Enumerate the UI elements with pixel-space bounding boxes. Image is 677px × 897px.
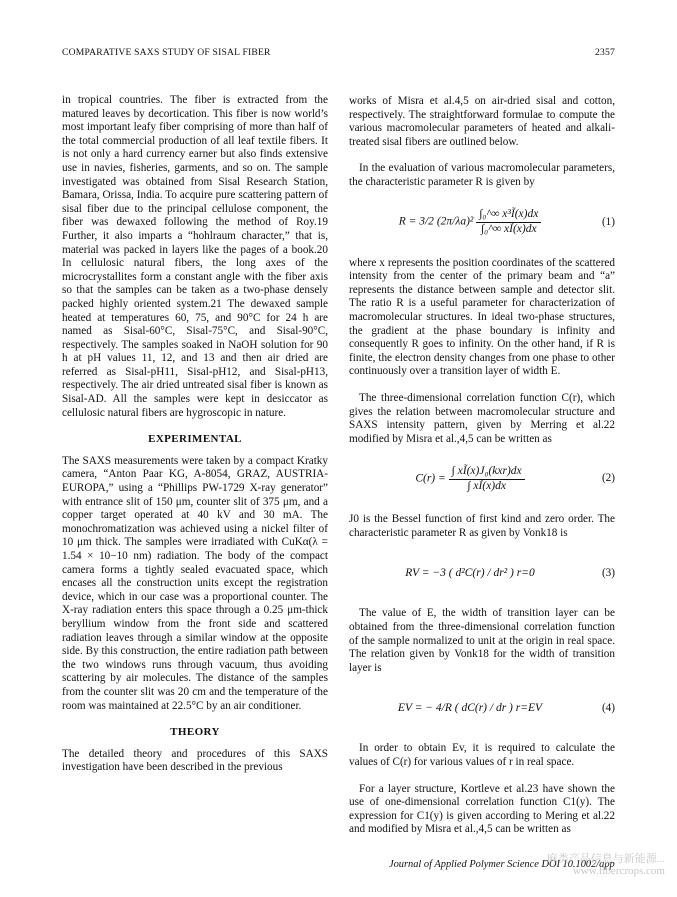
- paragraph-works: works of Misra et al.4,5 on air-dried sisal and cotton, respectively. The straightforward formulae to compute the various macromolecular parameters of heated and alkali-treated sisal fibers are outlined below.: [349, 95, 615, 148]
- eq3-number: (3): [601, 566, 615, 579]
- watermark-line-2: www.fibercrops.com: [572, 865, 665, 877]
- paragraph-where: where x represents the position coordinates of the scattered intensity from the center of the primary beam and “a” represents the distance between sample and detector slit. The ratio R is a useful parameter for characterization of macromolecular structures. In ideal two-phase structures, the gradient at the phase boundary is infinity and consequently R goes to infinity. On the other hand, if R is finite, the electron density changes from one phase to other continuously over a transition layer of width E.: [349, 256, 615, 378]
- watermark-line-1: 麻类产品信息与新能源...: [546, 853, 665, 865]
- paragraph-theory: The detailed theory and procedures of this SAXS investigation have been described in the previous: [62, 747, 328, 774]
- section-heading-theory: THEORY: [170, 726, 220, 739]
- eq2-number: (2): [601, 472, 615, 485]
- paragraph-evaluation: In the evaluation of various macromolecular parameters, the characteristic parameter R is given by: [349, 162, 615, 188]
- section-heading-experimental: EXPERIMENTAL: [148, 433, 242, 446]
- equation-3: [349, 553, 615, 593]
- paragraph-intro: in tropical countries. The fiber is extracted from the matured leaves by decortication. This fiber is now world’s most important leafy fiber comprising of more than half of the total commercial production of all leaf textile fibers. It is not only a hard currency earner but also finds extensive use in navies, fisheries, garments, and so on. The sample investigated was obtained from Sisal Research Station, Bamara, Orissa, India. To acquire pure scattering pattern of sisal fiber due to the principal cellulose component, the fiber was dewaxed following the method of Roy.19 Further, it also imparts a “hohlraum character,” that is, material was packed in layers like the pages of a book.20 In cellulosic natural fibers, the long axes of the microcrystallites form a constant angle with the fiber axis so that the samples can be taken as a two-phase densely packed highly oriented system.21 The dewaxed sample heated at temperatures 60, 75, and 90°C for 24 h are named as Sisal-60°C, Sisal-75°C, and Sisal-90°C, respectively. The samples soaked in NaOH solution for 90 h at pH values 11, 12, and 13 and then air dried are referred as Sisal-pH11, Sisal-pH12, and Sisal-pH13, respectively. The air dried untreated sisal fiber is known as Sisal-AD. All the samples were kept in desiccator as cellulosic natural fibers are hygroscopic in nature.: [62, 94, 328, 419]
- eq4-number: (4): [601, 701, 615, 714]
- paragraph-experimental: The SAXS measurements were taken by a compact Kratky camera, “Anton Paar KG, A-8054, GRAZ, AUSTRIA-EUROPA,” using a “Phillips PW-1729 X-ray generator” with entrance slit of 150 μm, counter slit of 375 μm, and a copper target operated at 40 kV and 30 mA. The monochromatization was achieved using a nickel filter of 10 μm thick. The samples were irradiated with CuKα(λ = 1.54 × 10−10 nm) radiation. The body of the compact camera forms a tightly sealed evacuated space, which encases all the construction units except the registration device, which in our case was a proportional counter. The X-ray radiation enters this space through a 0.25 μm-thick beryllium window from the front side and scattered radiation leaves through a similar window at the opposite side. By this construction, the entire radiation path between the two windows runs through vacuum, thus avoiding scattering by air molecules. The distance of the samples from the counter slit was 20 cm and the temperature of the room was maintained at 22.5°C by an air conditioner.: [62, 454, 328, 712]
- eq4-expression: EV = − 4/R ( dC(r) / dr ) r=EV: [397, 701, 543, 714]
- running-title: COMPARATIVE SAXS STUDY OF SISAL FIBER: [62, 47, 271, 58]
- eq2-denominator: ∫ xĨ(x)dx: [467, 479, 506, 492]
- right-column: [349, 95, 615, 850]
- equation-4: [349, 688, 615, 728]
- journal-footer: Journal of Applied Polymer Science DOI 10.1002/app: [389, 859, 615, 870]
- eq2-lhs: C(r) =: [415, 472, 449, 485]
- eq1-fraction: [476, 208, 541, 236]
- paragraph-width: The value of E, the width of transition layer can be obtained from the three-dimensional correlation function of the sample normalized to unit at the origin in real space. The relation given by Vonk18 for the width of transition layer is: [349, 607, 615, 674]
- eq1-numerator: ∫₀^∞ x³Ĩ(x)dx: [476, 208, 541, 223]
- eq2-fraction: [449, 465, 525, 493]
- paragraph-obtain: In order to obtain Ev, it is required to calculate the values of C(r) for various values of r in real space.: [349, 742, 615, 769]
- equation-2: [349, 459, 615, 499]
- watermark: [547, 853, 665, 877]
- eq3-expression: RV = −3 ( d²C(r) / dr² ) r=0: [405, 566, 535, 579]
- eq1-number: (1): [601, 215, 615, 228]
- eq1-denominator: ∫₀^∞ xĨ(x)dx: [480, 223, 537, 236]
- paragraph-layer: For a layer structure, Kortleve et al.23 have shown the use of one-dimensional correlation function C1(y). The expression for C1(y) is given according to Mering et al.22 and modified by Misra et al.,4,5 can be written as: [349, 782, 615, 836]
- eq1-coefficient: 3/2: [419, 216, 434, 229]
- running-header: [62, 47, 615, 58]
- eq1-lhs: R =: [398, 216, 420, 229]
- equation-1: [349, 203, 615, 243]
- page-number: 2357: [595, 47, 615, 58]
- eq1-factor: (2π/λa)²: [436, 216, 474, 229]
- paragraph-bessel: J0 is the Bessel function of first kind and zero order. The characteristic parameter R as given by Vonk18 is: [349, 513, 615, 539]
- left-column: [62, 94, 328, 788]
- eq2-numerator: ∫ xĨ(x)J₀(kxr)dx: [449, 465, 525, 480]
- paragraph-correlation: The three-dimensional correlation function C(r), which gives the relation between macromolecular structure and SAXS intensity pattern, given by Merring et al.22 modified by Misra et al.,4,5 can be written as: [349, 391, 615, 445]
